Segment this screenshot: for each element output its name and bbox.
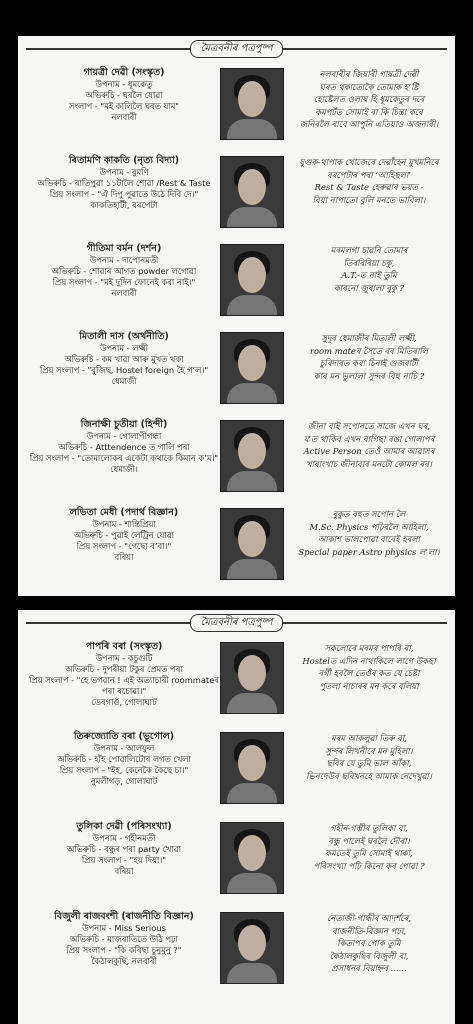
student-name: লভিতা মেধী (পদাৰ্থ বিজ্ঞান) [69,507,179,518]
poem-line: বন্ধু পালেই ঘৰলৈ দৌৰা। [328,835,410,846]
student-name: তিৰুজ্যোতি বৰা (ভূগোল) [73,731,175,742]
portrait-photo [220,420,284,492]
hobby: অভিৰুচি - Atttendence ত গালি পৰা [58,442,190,452]
poem-line: Special paper Astro physics ল’লা। [298,546,440,557]
poem-line: সুদূৰ ধেমাজীৰ মিতালী লক্ষ্মী, [321,333,417,343]
portrait-photo [220,822,284,894]
nickname: উপনাম - গহীনমতী [92,833,156,843]
hometown: ধেমাজী [111,376,137,386]
profile-entry [24,416,449,504]
section-header [18,40,455,58]
profile-info [26,66,222,123]
poem-line: আকাশ ভালপোৱা বাবেই হবলা [318,534,420,544]
poem-line: বৰপেটাৰ পৰা ‘আহিছলা’ [327,169,411,180]
poem-line: কিতাপৰ পোক তুমি [337,938,401,948]
poem-line: Hostelত এদিন নাথাকিলে লাগে উকছা [302,655,436,666]
profile-entry [24,908,449,998]
poem-line: পুতলা নাচাৰৰ মন কৰে বলিয়া [319,680,419,691]
profile-info [26,242,222,299]
profile-info [26,910,222,967]
hobby: অভিৰুচি - দুপৰীয়া টকুৰ প্ৰেমত পৰা [65,664,183,674]
profile-entry [24,64,449,152]
portrait-face [238,655,266,691]
nickname: উপনাম - শান্তিপ্ৰিয়া [92,519,156,529]
portrait-body [227,471,277,491]
profile-entry [24,240,449,328]
favorite-saying: প্ৰিয় সংলাপ - "মই দুদিন ফোনেই কৰা নাই।" [52,277,196,287]
poem-line: তিৰবিৰিয়া চকু, [343,257,395,268]
poem-line: কমপৰ্টত সোমাই বা কি চিন্তা কৰে [315,106,423,117]
portrait-body [227,559,277,579]
portrait-body [227,119,277,139]
portrait-photo [220,642,284,714]
poem-line: Rest & Taste হেৰুৱাৰ ভয়ত - [314,182,424,192]
poem-line: নেতাজী-গান্ধীৰ আদৰ্শৰে, [326,913,412,923]
favorite-saying: প্ৰিয় সংলাপ - "বুজিছ, Hostel foreign হৈ গ’ল।" [39,365,209,375]
poem-line: গহীন-গম্ভীৰ তুলিকা বা, [330,823,408,833]
hometown: কৈঠালকুছি, নলবাৰী [91,956,157,966]
poem-line: খাৰাংখাচ জীনাবাৰ মনটো কোমল বৰ। [306,458,432,469]
poem-line: বুকুত বহুত সপোন লৈ [332,509,406,519]
tribute-poem [288,244,450,294]
favorite-saying: প্ৰিয় সংলাপ - "হয় দিয়া।" [81,855,167,865]
portrait-face [238,169,266,205]
favorite-saying: প্ৰিয় সংলাপ - "হে ভগৱান ! এই অত্যাচাৰী roommateৰ পৰা ৰচোৱা।" [29,675,219,696]
section-header [18,614,455,632]
tribute-poem [288,912,450,975]
tribute-poem [288,732,450,782]
poem-line: সুন্দৰ লিখনীৰে মন মুহিলা। [325,745,413,756]
hobby: অভিৰুচি - পুৱাই লেট্ৰিন যোৱা [73,530,175,540]
portrait-face [238,345,266,381]
favorite-saying: প্ৰিয় সংলাপ - "কি কৰিছা চুনুমুনু ?" [66,945,182,955]
section-title: মৈত্ৰবনীৰ পত্ৰপুষ্প [190,40,284,58]
portrait-photo [220,156,284,228]
portrait-photo [220,508,284,580]
hobby: অভিৰুচি - শোৱাৰ আগত powder লগোৱা [51,266,197,276]
profile-info [26,330,222,387]
portrait-body [227,963,277,983]
profile-info [26,154,222,211]
nickname: উপনাম - কচুগুটি [95,653,153,663]
profile-entry [24,504,449,592]
profile-entry [24,818,449,908]
hometown: নুমলীগড়, গোলাঘাট [90,776,158,786]
poem-line: বিয়া নাপাতো বুলি মনতে ভাবিলা। [312,194,426,205]
favorite-saying: প্ৰিয় সংলাপ - "তোমালোকৰ একেটা কথাকে কিমান ক’ম।" [29,453,219,463]
hometown: বৰিয়া [114,866,134,876]
portrait-body [227,207,277,227]
hometown: নলবাৰী [111,288,137,298]
poem-line: A.T.-ত নাই তুমি [341,270,397,280]
tribute-poem [288,822,450,872]
poem-line: কাৰনো জুৰালা বুকু ? [333,282,405,293]
portrait-face [238,745,266,781]
portrait-face [238,257,266,293]
portrait-face [238,81,266,117]
poem-line: হোষ্টেলত ওলায় হি ধূমকেতুৰ দৰে [313,94,425,104]
hobby: অভিৰুচি - ৰাতিপুৱা ১১টালৈ শোৱা /Rest & Taste [37,178,211,188]
nickname: উপনাম - গোলাপীগন্ধা [86,431,162,441]
student-name: পাপৰি বৰা (সংস্কৃত) [85,641,163,652]
favorite-saying: প্ৰিয় সংলাপ - "ইহ, কেনেকৈ কৈছে চা।" [59,765,189,775]
poem-line: জনিবলৈ বাবে আপুনি এতিয়াও অজনাৰী। [299,119,439,129]
portrait-face [238,835,266,871]
poem-line: পৰিসংখ্যা পঢ়ি কিনো কৰ পোৱা ? [313,860,425,871]
nickname: উপনাম - বুমণি [99,167,149,177]
magazine-page-2 [18,610,455,1024]
poem-line: M.Sc. Physics পঢ়িবলৈ আহিলা, [309,521,429,532]
poem-line: সকলোৰে মৰমৰ পাপৰি বা, [324,643,414,653]
nickname: উপনাম - ধূমকেতু [95,79,153,89]
poem-line: কাৰ মন ভুলালা সুন্দৰ বিহু নাচি ? [313,370,425,381]
portrait-face [238,521,266,557]
poem-line: ৰাজনীতি-বিজ্ঞান পঢ়া, [331,925,407,936]
portrait-body [227,783,277,803]
portrait-body [227,295,277,315]
portrait-body [227,873,277,893]
hobby: অভিৰুচি - ঘৰলৈ যোৱা [85,90,163,100]
profile-entry [24,328,449,416]
nickname: উপনাম - Miss Serious [82,923,166,933]
tribute-poem [288,156,450,206]
profile-entry [24,638,449,728]
tribute-poem [288,332,450,382]
poem-line: ঘৰত থকাতোকৈ তোমাক হ’ষ্টি [319,81,419,92]
hometown: নলবাৰী [111,112,137,122]
favorite-saying: প্ৰিয় সংলাপ - "গেছো ব’বা।" [76,541,172,551]
poem-line: মৰম আকলুৱা তিৰু বা, [331,733,407,743]
poem-line: নলবাৰীৰ জিয়াৰী গায়ত্ৰী দেৱী [319,69,419,79]
hometown: ধেমাজী। [110,464,138,474]
hobby: অভিৰুচি - বন্ধুৰ পৰা party খোৱা [67,844,181,854]
portrait-face [238,433,266,469]
poem-line: ছবিৰ যে তুমি ভাল আঁকা, [326,758,412,768]
profile-info [26,506,222,563]
hometown: ডেৰগাওঁ, গোলাঘাট [91,697,157,707]
student-name: তুলিকা দেৱী (পৰিসংখ্যা) [76,821,172,832]
nickname: উপনাম - আলফুল [93,743,155,753]
tribute-poem [288,68,450,131]
poem-line: কৈঠালকুছিৰ বিজুলী বা, [329,950,409,961]
student-name: জিনাক্ষী চুতীয়া (হিন্দী) [80,419,168,430]
student-name: বিজুলী ৰাজবংশী (ৰাজনীতি বিজ্ঞান) [54,911,194,922]
poem-line: কমতেই তুমি সোমাই থাকা, [325,848,413,858]
poem-line: room mateৰ সৈতে বৰ মিতিৰালি [309,345,429,356]
student-name: মিতালী দাস (অৰ্থনীতি) [79,331,169,342]
favorite-saying: প্ৰিয় সংলাপ - "ঐ দিপু পুৱাতে উঠে দিবি দে।" [49,189,199,199]
portrait-body [227,383,277,403]
poem-line: জীনা বাই সপোনতে সাজে এখন ঘৰ, [308,421,430,431]
tribute-poem [288,642,450,692]
portrait-photo [220,732,284,804]
poem-line: মৰমলগা চাৱনি তোমাৰ [330,245,408,255]
nickname: উপনাম - লক্ষ্মী [99,343,149,353]
poem-line: বৰ্গী হবলৈ তেওঁৰ কত যে চেষ্টা [318,668,420,678]
poem-line: ভিনদেউৰ ছবিখনহে আমাক নেদেখুৱা। [306,770,432,781]
profile-entry [24,728,449,818]
tribute-poem [288,420,450,470]
profile-info [26,418,222,475]
portrait-body [227,693,277,713]
profile-entry [24,152,449,240]
poem-line: চুৰিদাৰত কৰা চিনাই গুজৰাটী [319,358,419,368]
poem-line: Active Person তেওঁ আমাৰ আৱাসৰ [303,446,435,456]
nickname: উপনাম - দাপোনমতী [89,255,159,265]
portrait-photo [220,68,284,140]
hobby: অভিৰুচি - হাঁহ পোৱালিটোৰ লগত খেলা [57,754,191,764]
portrait-photo [220,244,284,316]
hometown: কাকতিহাটী, বৰপেটা [90,200,158,210]
portrait-photo [220,912,284,984]
favorite-saying: সংলাপ - "মই কালিলৈ ঘৰত যাম" [68,101,180,111]
poem-line: যুগুক-থাপাক খোজেৰে দেৱাঁহেন মুখমনিৰে [299,157,439,167]
portrait-face [238,925,266,961]
magazine-page-1 [18,36,455,596]
hometown: বৰিয়া [114,552,134,562]
profile-info [26,730,222,787]
profile-info [26,640,222,708]
hobby: অভিৰুচি - কম খাৱা আৰু মুখত থকা [64,354,184,364]
poem-line: প্ৰসাধনৰ বিয়াহ্নৰ ...... [331,963,407,973]
section-title: মৈত্ৰবনীৰ পত্ৰপুষ্প [190,614,284,632]
tribute-poem [288,508,450,558]
profile-info [26,820,222,877]
student-name: গায়ত্ৰী দেৱী (সংস্কৃত) [83,67,165,78]
portrait-photo [220,332,284,404]
student-name: গীতিমা বৰ্মন (দৰ্শন) [86,243,162,254]
hobby: অভিৰুচি - মাজৰাতিতে উঠি পঢ়া [70,934,178,944]
student-name: ৰিতামণি কাকতি (নৃত্য বিদ্যা) [68,155,180,166]
poem-line: য’ত থাকিব এখন বাগিছা ৰঙা গোলাপৰ [303,433,435,444]
